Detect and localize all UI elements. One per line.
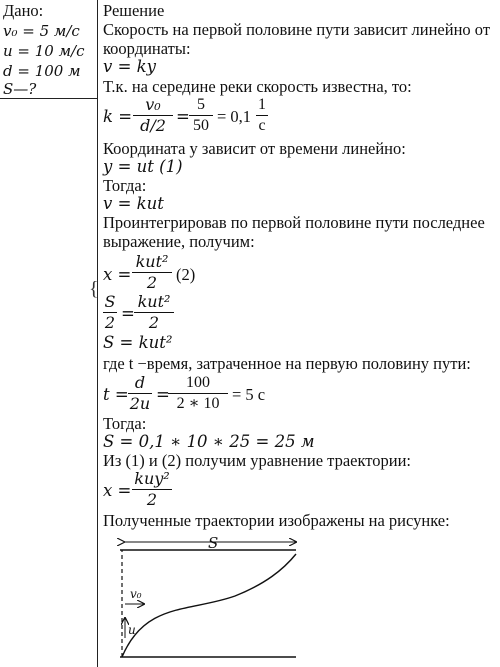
- t-value: = 5 с: [232, 385, 266, 404]
- traj-lhs: x =: [103, 481, 132, 500]
- equation-tag: (2): [176, 265, 196, 284]
- fraction-numerator: kut²: [135, 252, 169, 271]
- equation-s-kut2: S = kut²: [103, 333, 173, 352]
- equals-sign: =: [156, 385, 170, 404]
- equals-sign: =: [121, 304, 135, 323]
- fraction-denominator: 2 ∗ 10: [176, 395, 220, 412]
- fraction-5-50: [189, 96, 213, 135]
- fraction-numerator: v₀: [145, 95, 161, 114]
- x-lhs: x =: [103, 265, 132, 284]
- fraction-100-20: [168, 374, 228, 413]
- fraction-numerator: 100: [186, 374, 210, 391]
- text-line: Координата y зависит от времени линейно:: [103, 139, 406, 158]
- trajectory-figure: [100, 532, 310, 662]
- equation-v-ky: v = ky: [103, 57, 156, 76]
- fraction-bar: [168, 393, 228, 394]
- trajectory-curve: [122, 554, 296, 657]
- fraction-numerator: 1: [258, 96, 266, 113]
- text-line: Т.к. на середине реки скорость известна, то:: [103, 77, 412, 96]
- fraction-bar: [189, 115, 213, 116]
- column-divider: [97, 0, 98, 667]
- margin-brace: {: [89, 278, 99, 300]
- given-u: u = 10 м/с: [3, 42, 85, 60]
- fraction-d-2u: [128, 374, 152, 413]
- solution-title: Решение: [103, 1, 165, 20]
- fraction-numerator: d: [134, 373, 146, 392]
- equation-y-ut: y = ut (1): [103, 157, 183, 176]
- k-value: = 0,1: [217, 107, 252, 126]
- text-line: где t −время, затраченное на первую половину пути:: [103, 354, 471, 373]
- text-line: координаты:: [103, 39, 191, 58]
- fraction-denominator: c: [258, 117, 266, 134]
- given-underline: [0, 98, 97, 99]
- text-line: выражение, получим:: [103, 232, 255, 251]
- k-lhs: k =: [103, 107, 133, 126]
- fraction-denominator: 50: [193, 117, 209, 134]
- fraction-denominator: d/2: [140, 116, 166, 135]
- fraction-v0-d2: [133, 96, 173, 135]
- text-line: Полученные траектории изображены на рисунке:: [103, 511, 450, 530]
- text-line: Тогда:: [103, 414, 147, 433]
- given-title: Дано:: [3, 1, 44, 20]
- text-line: Скорость на первой половине пути зависит линейно от: [103, 20, 491, 39]
- given-d: d = 100 м: [3, 62, 81, 80]
- label-s: S: [208, 534, 219, 552]
- fraction-kuy2-2: [132, 470, 172, 509]
- given-find: S—?: [3, 80, 37, 98]
- equals-sign: =: [176, 107, 190, 126]
- fraction-unit: [256, 96, 268, 135]
- fraction-numerator: kuy²: [134, 469, 170, 488]
- fraction-kut2-2: [132, 253, 172, 292]
- equation-s-value: S = 0,1 ∗ 10 ∗ 25 = 25 м: [103, 432, 315, 451]
- fraction-s-2: [103, 293, 117, 332]
- text-line: Проинтегрировав по первой половине пути последнее: [103, 213, 485, 232]
- label-v0: v₀: [130, 587, 142, 601]
- text-line: Тогда:: [103, 176, 147, 195]
- fraction-kut2-2: [134, 293, 174, 332]
- fraction-numerator: S: [104, 292, 116, 311]
- fraction-denominator: 2u: [129, 394, 151, 413]
- fraction-bar: [256, 115, 268, 116]
- equation-v-kut: v = kut: [103, 194, 164, 213]
- text-line: Из (1) и (2) получим уравнение траектории:: [103, 451, 412, 470]
- fraction-numerator: kut²: [137, 292, 171, 311]
- given-v0: v₀ = 5 м/с: [3, 22, 80, 40]
- fraction-numerator: 5: [197, 96, 205, 113]
- label-u: u: [128, 623, 136, 637]
- fraction-denominator: 2: [146, 273, 158, 292]
- fraction-denominator: 2: [104, 313, 116, 332]
- fraction-denominator: 2: [146, 490, 158, 509]
- t-lhs: t =: [103, 385, 129, 404]
- fraction-denominator: 2: [148, 313, 160, 332]
